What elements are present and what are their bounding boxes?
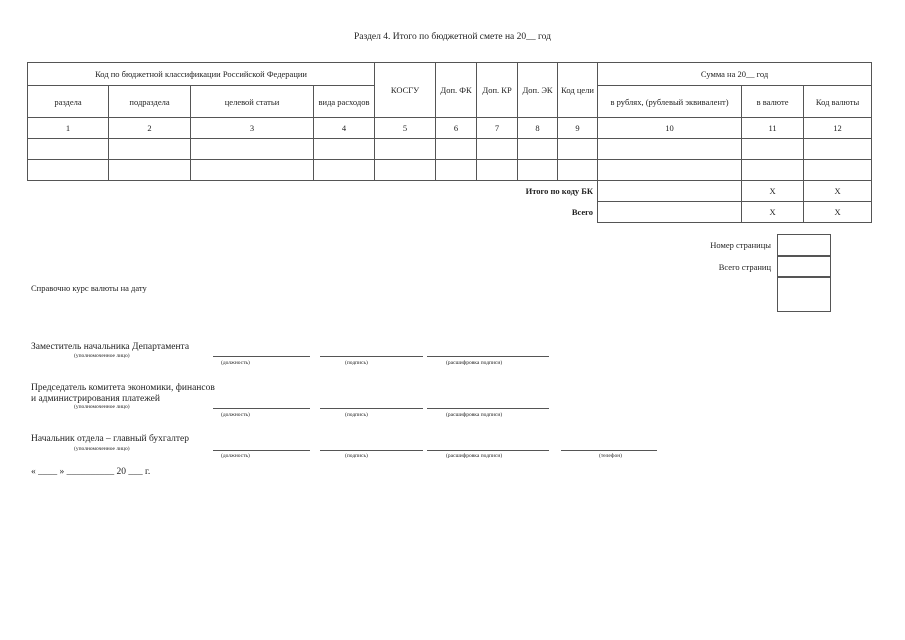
col-number: 8 (518, 118, 558, 139)
phone-caption: (телефон) (599, 453, 623, 459)
col-number: 6 (436, 118, 477, 139)
header-dop-fk: Доп. ФК (436, 63, 477, 118)
header-dop-ek: Доп. ЭК (518, 63, 558, 118)
signature-line[interactable] (320, 408, 423, 409)
signature-caption: (подпись) (345, 412, 368, 418)
table-cell[interactable] (477, 160, 518, 181)
table-cell[interactable] (109, 160, 191, 181)
table-cell[interactable] (558, 160, 598, 181)
total-bk-row (28, 181, 872, 202)
authorized-caption: (уполномоченное лицо) (74, 353, 130, 359)
table-cell[interactable] (314, 139, 375, 160)
total-bk-rub-cell[interactable] (598, 181, 742, 202)
position-line[interactable] (213, 408, 310, 409)
table-cell[interactable] (804, 139, 872, 160)
page-number-box[interactable] (777, 234, 831, 257)
table-cell[interactable] (375, 139, 436, 160)
table-cell[interactable] (518, 139, 558, 160)
signature-line[interactable] (320, 450, 423, 451)
table-cell[interactable] (191, 139, 314, 160)
signer-title: Заместитель начальника Департамента (31, 342, 190, 352)
authorized-caption: (уполномоченное лицо) (74, 446, 130, 452)
table-cell[interactable] (518, 160, 558, 181)
signer-title: Председатель комитета экономики, финансов и администрирования платежей (31, 383, 215, 404)
table-cell[interactable] (28, 139, 109, 160)
col-number: 10 (598, 118, 742, 139)
col-number: 12 (804, 118, 872, 139)
currency-rate-note: Справочно курс валюты на дату (31, 283, 147, 293)
header-kosgu: КОСГУ (375, 63, 436, 118)
table-cell[interactable] (436, 160, 477, 181)
table-cell[interactable] (558, 139, 598, 160)
header-bk-code-group: Код по бюджетной классификации Российской Федерации (28, 63, 375, 86)
decoding-line[interactable] (427, 356, 549, 357)
signer-title: Начальник отдела – главный бухгалтер (31, 434, 189, 444)
header-kod-valuty: Код валюты (804, 86, 872, 118)
signature-line[interactable] (320, 356, 423, 357)
table-cell[interactable] (742, 139, 804, 160)
table-cell[interactable] (804, 160, 872, 181)
total-rub-cell[interactable] (598, 202, 742, 223)
authorized-caption: (уполномоченное лицо) (74, 404, 130, 410)
position-caption: (должность) (221, 453, 250, 459)
total-pages-label: Всего страниц (718, 262, 771, 272)
header-valuta: в валюте (742, 86, 804, 118)
col-number: 11 (742, 118, 804, 139)
col-number: 1 (28, 118, 109, 139)
table-cell[interactable] (598, 160, 742, 181)
decoding-caption: (расшифровка подписи) (446, 412, 503, 418)
header-podrazdel: подраздела (109, 86, 191, 118)
x-mark: X (804, 181, 872, 202)
table-row (28, 139, 872, 160)
table-cell[interactable] (598, 139, 742, 160)
table-cell[interactable] (314, 160, 375, 181)
table-cell[interactable] (28, 160, 109, 181)
signature-caption: (подпись) (345, 453, 368, 459)
col-number: 2 (109, 118, 191, 139)
budget-table (27, 62, 872, 223)
date-line: « ____ » __________ 20 ___ г. (31, 467, 151, 477)
x-mark: X (742, 181, 804, 202)
position-line[interactable] (213, 450, 310, 451)
header-razdel: раздела (28, 86, 109, 118)
total-bk-label: Итого по коду БК (525, 186, 594, 197)
header-celevoy: целевой статьи (191, 86, 314, 118)
position-caption: (должность) (221, 360, 250, 366)
x-mark: X (804, 202, 872, 223)
table-cell[interactable] (109, 139, 191, 160)
header-kod-celi: Код цели (558, 63, 598, 118)
col-number: 4 (314, 118, 375, 139)
extra-box (777, 276, 831, 312)
col-number: 9 (558, 118, 598, 139)
table-cell[interactable] (191, 160, 314, 181)
header-sum-group: Сумма на 20__ год (598, 63, 872, 86)
table-cell[interactable] (436, 139, 477, 160)
page-number-label: Номер страницы (710, 240, 771, 250)
decoding-line[interactable] (427, 450, 549, 451)
header-vid: вида расходов (314, 86, 375, 118)
total-row (28, 202, 872, 223)
header-rub: в рублях, (рублевый эквивалент) (598, 86, 742, 118)
decoding-line[interactable] (427, 408, 549, 409)
table-cell[interactable] (375, 160, 436, 181)
decoding-caption: (расшифровка подписи) (446, 453, 503, 459)
total-label: Всего (571, 207, 594, 217)
table-row (28, 160, 872, 181)
table-cell[interactable] (477, 139, 518, 160)
phone-line[interactable] (561, 450, 657, 451)
position-line[interactable] (213, 356, 310, 357)
table-cell[interactable] (742, 160, 804, 181)
section-title: Раздел 4. Итого по бюджетной смете на 20__ год (354, 32, 551, 42)
header-dop-kr: Доп. КР (477, 63, 518, 118)
total-pages-box[interactable] (777, 255, 831, 278)
col-number: 3 (191, 118, 314, 139)
position-caption: (должность) (221, 412, 250, 418)
signature-caption: (подпись) (345, 360, 368, 366)
col-number: 5 (375, 118, 436, 139)
decoding-caption: (расшифровка подписи) (446, 360, 503, 366)
col-number: 7 (477, 118, 518, 139)
x-mark: X (742, 202, 804, 223)
